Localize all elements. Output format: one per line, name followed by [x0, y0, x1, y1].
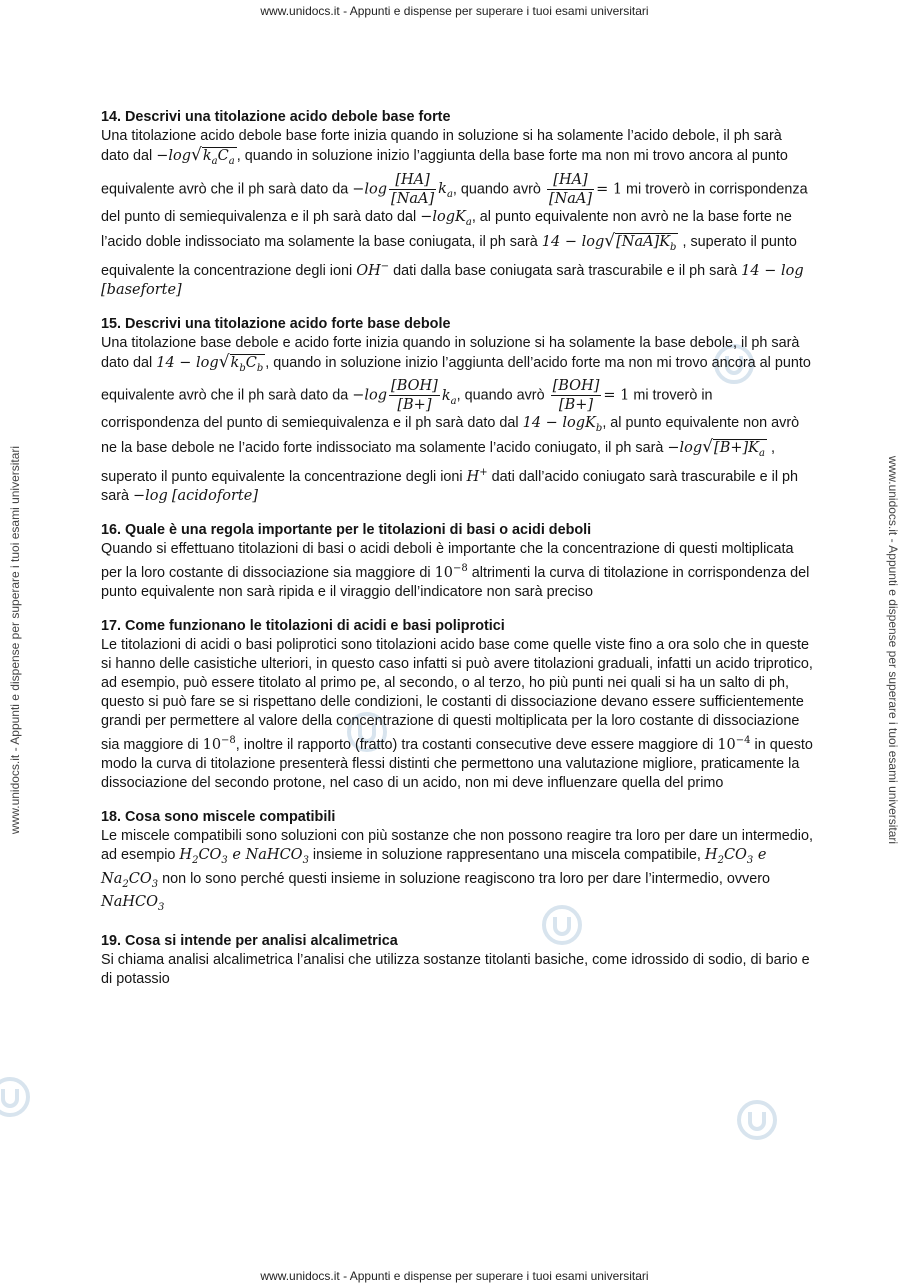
section-text: Si chiama analisi alcalimetrica l’analisi che utilizza sostanze titolanti basiche, come idrossido di sodio, di bario e di potassio — [101, 952, 810, 988]
section-q18 — [101, 808, 813, 918]
footer-watermark: www.unidocs.it - Appunti e dispense per superare i tuoi esami universitari — [260, 1269, 649, 1283]
section-q16 — [101, 521, 813, 602]
section-text: Le miscele compatibili sono soluzioni con più sostanze che non possono reagire tra loro per dare un intermedio, ad esempio $H_2CO_3$ e NaHCO$_3$ insieme in soluzione rappresentano una miscela compatibile, $H_2CO_3$ e $Na_2CO_3$ non lo sono perché questi insieme in soluzione reagiscono tra loro per dare l’intermedio, ovvero NaHCO$_3$ — [101, 827, 813, 914]
section-title: 14. Descrivi una titolazione acido debole base forte — [101, 109, 451, 125]
logo-watermark-icon — [735, 1098, 779, 1142]
section-text: Quando si effettuano titolazioni di basi o acidi deboli è importante che la concentrazione di questi moltiplicata per la loro costante di dissociazione sia maggiore di $10^{-8}$ altrimenti la curva di titolazione in corrispondenza del punto equivalente non sarà ripida e il viraggio dell’indicatore non sarà preciso — [101, 541, 810, 600]
side-watermark-right: www.unidocs.it - Appunti e dispense per superare i tuoi esami universitari — [886, 455, 900, 845]
section-title: 15. Descrivi una titolazione acido forte base debole — [101, 315, 451, 332]
section-q14 — [101, 108, 813, 300]
header-watermark: www.unidocs.it - Appunti e dispense per superare i tuoi esami universitari — [260, 4, 649, 18]
section-text: Una titolazione base debole e acido forte inizia quando in soluzione si ha solamente la base debole, il ph sarà dato dal $14 - \log√k_bC_b$ , quando in soluzione inizio l’aggiunta dell’acido forte ma non mi trovo ancora al punto equivalente avrò che il ph sarà dato da −log $\frac{\text{[BOH]}}{[B+]}$ $k_a$, quando avrò $\frac{\text{[BOH]}}{[B+]}$ = 1 mi troverò in corrispondenza del punto di semiequivalenza e il ph sarà dato dal 14 − logK$_b$, al punto equivalente non avrò ne la base debole ne l’acido forte indissociato ma solamente l’acido coniugato, il ph sarà $-\log√[B+]K_a$ , superato il punto equivalente la concentrazione degli ioni H+ dati dall’acido coniugato sarà trascurabile e il ph sarà −log [acidoforte] — [101, 334, 811, 504]
section-title: 18. Cosa sono miscele compatibili — [101, 808, 336, 825]
section-title: 16. Quale è una regola importante per le titolazioni di basi o acidi deboli — [101, 522, 592, 538]
section-text: Una titolazione acido debole base forte inizia quando in soluzione si ha solamente l’acido debole, il ph sarà dato dal $-\log√k_aC_a$ , quando in soluzione inizio l’aggiunta della base forte ma non mi trovo ancora al punto equivalente avrò che il ph sarà dato da −log $\frac{[HA]}{\text{[NaA]}}$ $k_a$, quando avrò $\frac{[HA]}{\text{[NaA]}}$ = 1 mi troverò in corrispondenza del punto di semiequivalenza e il ph sarà dato dal −logK$_a$, al punto equivalente non avrò ne la base forte ne l’acido doble indissociato ma solamente la base coniugata, il ph sarà $14 - \log√[NaA]K_b$ , superato il punto equivalente la concentrazione degli ioni OH− dati dalla base coniugata sarà trascurabile e il ph sarà 14 − log [baseforte] — [101, 128, 808, 298]
document-body — [101, 108, 813, 1004]
section-title: 17. Come funzionano le titolazioni di acidi e basi poliprotici — [101, 617, 505, 634]
logo-watermark-icon — [0, 1075, 32, 1119]
section-q15 — [101, 315, 813, 507]
section-q19 — [101, 932, 813, 989]
section-title: 19. Cosa si intende per analisi alcalimetrica — [101, 933, 398, 950]
section-q17 — [101, 617, 813, 793]
section-text: Le titolazioni di acidi o basi poliprotici sono titolazioni acido base come quelle viste fino a ora solo che in queste si hanno delle casistiche ulteriori, in questo caso infatti si può avere titolazioni graduali, infatti un acido triprotico, ad esempio, può essere titolato al primo pe, al secondo, o al terzo, ho più punti nei quali si ha un salto di ph, questo si può fare se si rispettano delle condizioni, le costanti di dissociazione devano essere sufficientemente grandi per permettere al valore della concentrazione di questi moltiplicata per la loro costante di dissociazione sia maggiore di $10^{-8}$, inoltre il rapporto (fratto) tra costanti consecutive deve essere maggiore di $10^{-4}$ in questo modo la curva di titolazione presenterà flessi distinti che permettono una valutazione migliore, praticamente la dissociazione del secondo protone, nel caso di un acido, non mi deve influenzare quella del primo — [101, 636, 813, 791]
side-watermark-left: www.unidocs.it - Appunti e dispense per superare i tuoi esami universitari — [8, 445, 22, 835]
